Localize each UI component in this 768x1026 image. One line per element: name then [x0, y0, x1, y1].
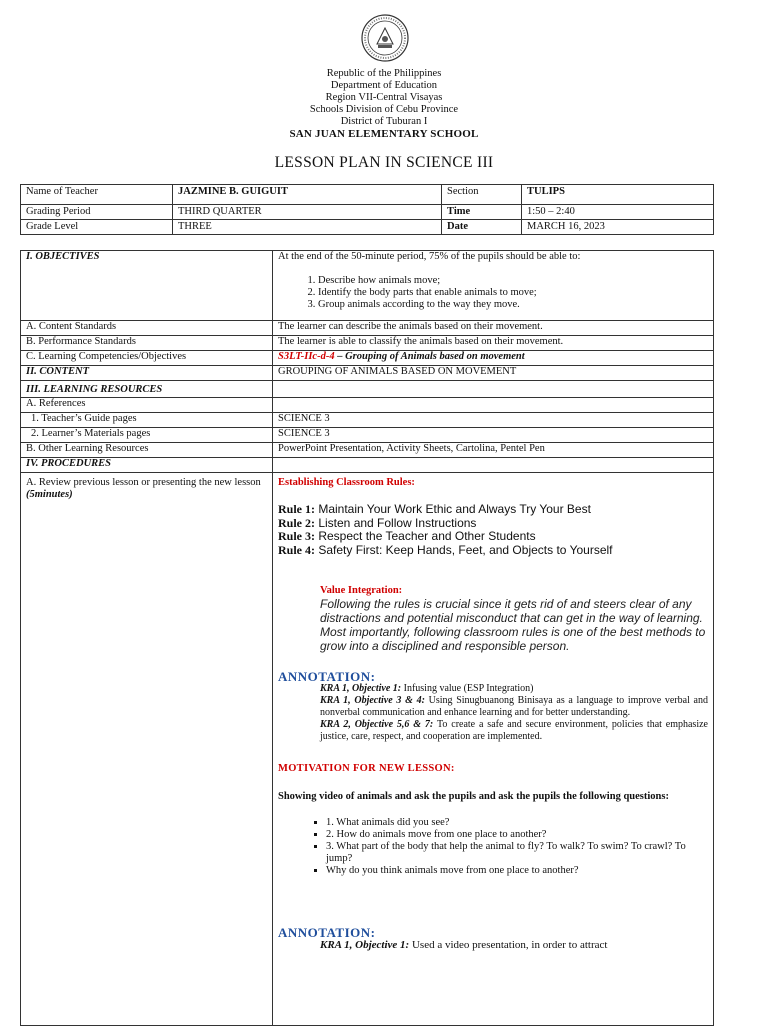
- objective-item: 2. Identify the body parts that enable animals to move;: [318, 287, 708, 299]
- deped-seal: [361, 14, 409, 62]
- content-label: II. CONTENT: [21, 366, 273, 381]
- other-resources-label: B. Other Learning Resources: [21, 443, 273, 458]
- grade-value: THREE: [173, 220, 442, 235]
- content-standards-label: A. Content Standards: [21, 321, 273, 336]
- letterhead-line: Department of Education: [330, 80, 438, 91]
- performance-standards-value: The learner is able to classify the animals based on their movement.: [273, 336, 714, 351]
- review-label: A. Review previous lesson or presenting the new lesson: [26, 477, 261, 489]
- value-heading: Value Integration:: [320, 585, 403, 597]
- other-resources-value: PowerPoint Presentation, Activity Sheets, Cartolina, Pentel Pen: [273, 443, 714, 458]
- rule-item: Rule 1: Maintain Your Work Ethic and Always Try Your Best: [278, 502, 591, 517]
- annotation-item: KRA 2, Objective 5,6 & 7: To create a safe and secure environment, policies that emphasize justice, care, respect, and cooperation are implemented.: [320, 719, 708, 743]
- teachers-guide-label: 1. Teacher’s Guide pages: [21, 413, 273, 428]
- value-text: Following the rules is crucial since it gets rid of and steers clear of any distractions and potential misconduct that can get in the way of learning. Most importantly, following classroom rules is one of the best methods to grow into a disciplined and responsible person.: [320, 597, 706, 654]
- period-value: THIRD QUARTER: [173, 205, 442, 220]
- objectives-label: I. OBJECTIVES: [21, 251, 273, 321]
- period-label: Grading Period: [21, 205, 173, 220]
- teacher-value: JAZMINE B. GUIGUIT: [173, 185, 442, 205]
- objective-item: 3. Group animals according to the way they move.: [318, 299, 708, 311]
- info-table: [20, 184, 714, 235]
- question-item: ▪ Why do you think animals move from one place to another?: [326, 865, 708, 877]
- letterhead-line: Region VII-Central Visayas: [325, 92, 443, 103]
- value-integration: [320, 585, 708, 653]
- annotation-item: KRA 1, Objective 1: Infusing value (ESP Integration): [320, 683, 534, 695]
- letterhead-line: Republic of the Philippines: [326, 68, 442, 79]
- objectives-cell: [273, 251, 714, 321]
- annotation-item: KRA 1, Objective 3 & 4: Using Sinugbuanong Binisaya as a language to improve verbal and nonverbal communication and enhance learning and for better understanding.: [320, 695, 708, 719]
- section-label: Section: [442, 185, 522, 205]
- annotation-heading: ANNOTATION:: [278, 669, 376, 685]
- rule-item: Rule 2: Listen and Follow Instructions: [278, 515, 477, 530]
- time-label: Time: [442, 205, 522, 220]
- resources-label: III. LEARNING RESOURCES: [21, 381, 273, 398]
- annotation2-body: KRA 1, Objective 1: Used a video presentation, in order to attract: [320, 939, 608, 952]
- date-label: Date: [442, 220, 522, 235]
- review-time: (5minutes): [26, 489, 73, 501]
- rule-item: Rule 4: Safety First: Keep Hands, Feet, and Objects to Yourself: [278, 542, 613, 557]
- letterhead-line: District of Tuburan I: [340, 116, 428, 127]
- objective-item: 1. Describe how animals move;: [318, 275, 708, 287]
- competency-text: – Grouping of Animals based on movement: [334, 351, 525, 363]
- learners-materials-label: 2. Learner’s Materials pages: [21, 428, 273, 443]
- performance-standards-label: B. Performance Standards: [21, 336, 273, 351]
- objectives-list: [278, 275, 708, 311]
- learners-materials-value: SCIENCE 3: [273, 428, 714, 443]
- content-standards-value: The learner can describe the animals based on their movement.: [273, 321, 714, 336]
- competency-code: S3LT-IIc-d-4: [278, 351, 335, 363]
- motivation-heading: MOTIVATION FOR NEW LESSON:: [278, 763, 455, 775]
- annotation2-heading: ANNOTATION:: [278, 925, 376, 941]
- procedure-content: [273, 473, 714, 1026]
- grade-label: Grade Level: [21, 220, 173, 235]
- teacher-label: Name of Teacher: [21, 185, 173, 205]
- rule-item: Rule 3: Respect the Teacher and Other Students: [278, 529, 536, 544]
- section-value: TULIPS: [522, 185, 714, 205]
- letterhead: [0, 68, 768, 140]
- annotation-body: [320, 683, 708, 743]
- lesson-plan-table: [20, 250, 714, 1026]
- question-item: ▪ 1. What animals did you see?: [326, 817, 708, 829]
- lesson-title: LESSON PLAN IN SCIENCE III: [274, 154, 494, 171]
- review-label-cell: [21, 473, 273, 1026]
- objectives-intro: At the end of the 50-minute period, 75% of the pupils should be able to:: [278, 251, 581, 262]
- content-value: GROUPING OF ANIMALS BASED ON MOVEMENT: [273, 366, 714, 381]
- teachers-guide-value: SCIENCE 3: [273, 413, 714, 428]
- competencies-value: [273, 351, 714, 366]
- questions-list: [278, 817, 708, 877]
- references-label: A. References: [21, 398, 273, 413]
- question-item: ▪ 2. How do animals move from one place to another?: [326, 829, 708, 841]
- motivation-text: Showing video of animals and ask the pupils and ask the pupils the following questions:: [278, 791, 669, 803]
- date-value: MARCH 16, 2023: [522, 220, 714, 235]
- school-name: SAN JUAN ELEMENTARY SCHOOL: [289, 128, 479, 140]
- procedures-label: IV. PROCEDURES: [21, 458, 273, 473]
- competencies-label: C. Learning Competencies/Objectives: [21, 351, 273, 366]
- time-value: 1:50 – 2:40: [522, 205, 714, 220]
- rules-list: [278, 503, 708, 557]
- rules-heading: Establishing Classroom Rules:: [278, 477, 415, 489]
- question-item: ▪ 3. What part of the body that help the animal to fly? To walk? To swim? To crawl? To jump?: [326, 841, 708, 865]
- letterhead-line: Schools Division of Cebu Province: [309, 104, 459, 115]
